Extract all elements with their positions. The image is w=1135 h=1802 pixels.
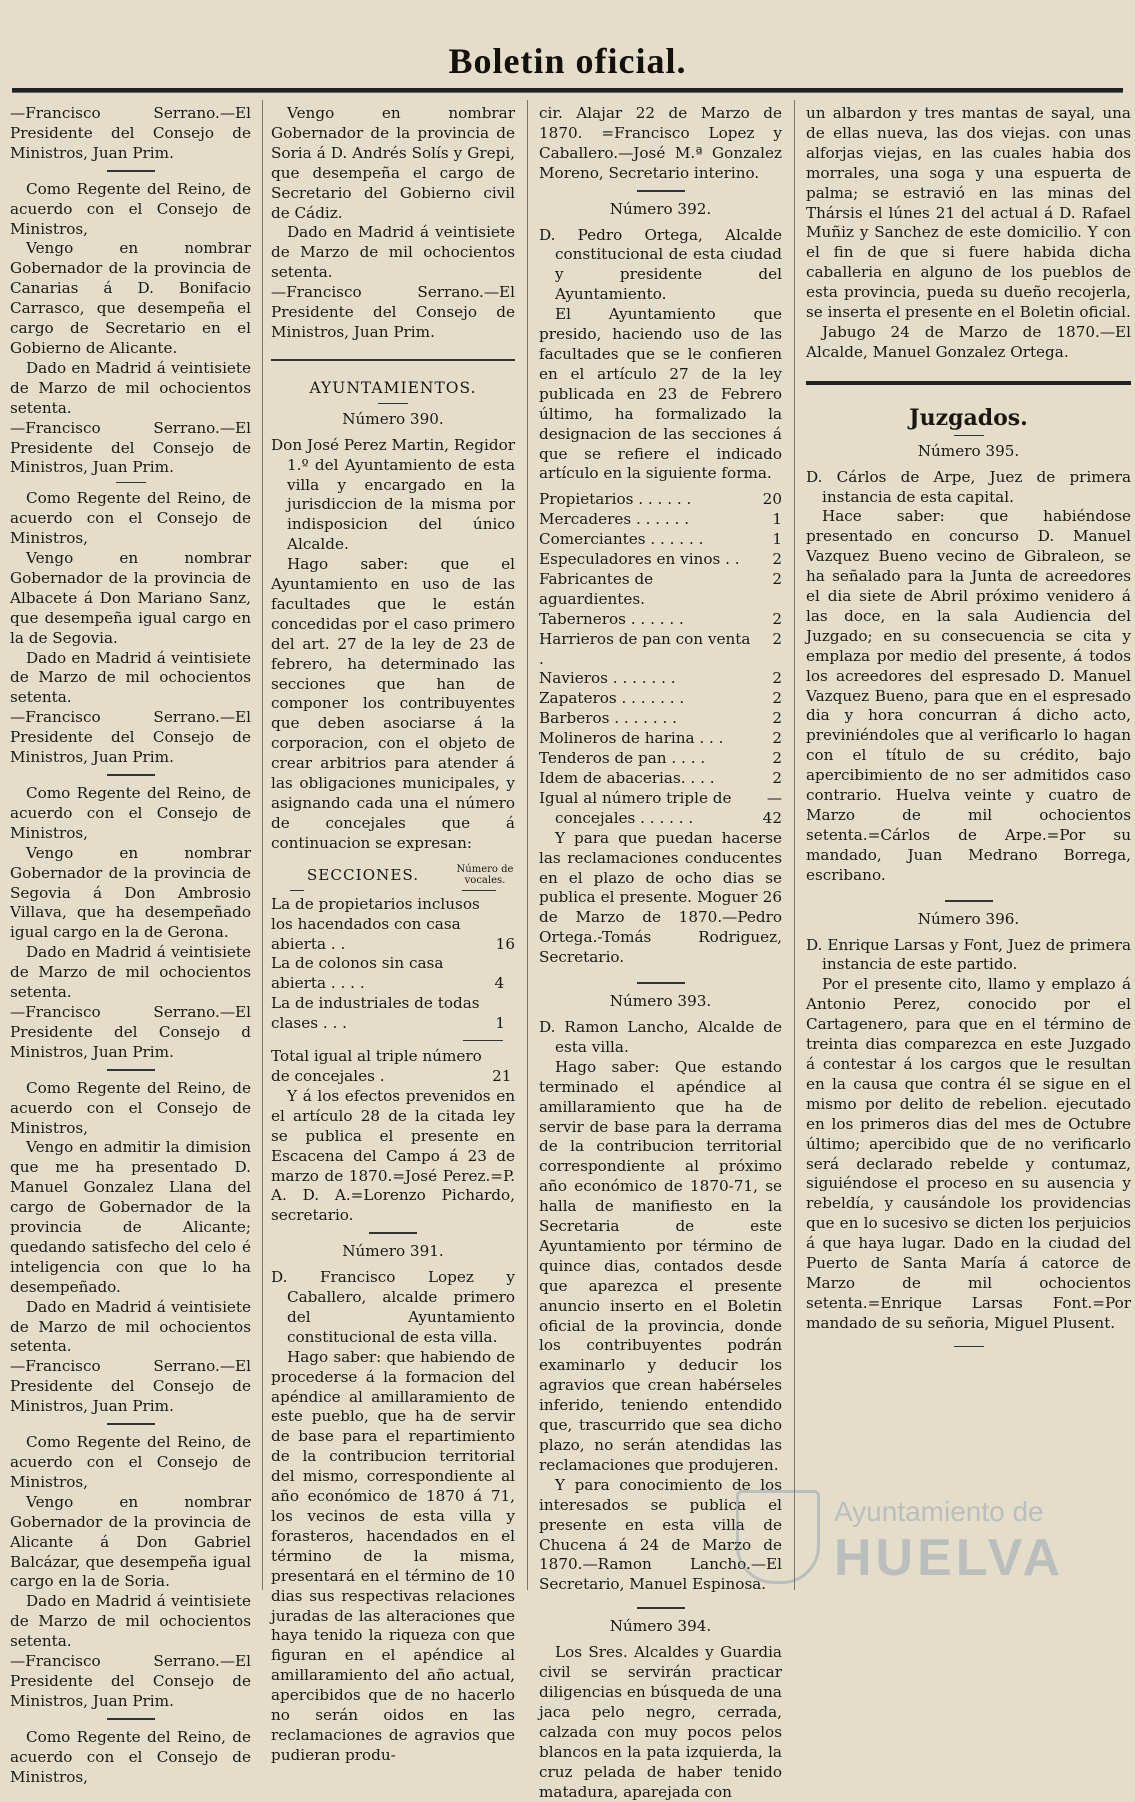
sections-table-header [271,864,515,886]
column-2 [271,104,515,1764]
decree-lead: Como Regente del Reino, de acuerdo con el Consejo de Ministros, [10,489,251,548]
separator-rule [369,1232,417,1234]
row-label: Zapateros . . . . . . . [539,689,685,708]
decree-date: Dado en Madrid á veintisiete de Marzo de mil ochocientos setenta. [10,1592,251,1651]
separator-rule [116,482,146,483]
total-dash: — [766,788,782,807]
decree-lead: Como Regente del Reino, de acuerdo con el Consejo de Ministros, [10,1727,251,1786]
table-row [539,769,782,789]
notice-body: Hago saber: que el Ayuntamiento en uso de las facultades que le están concedidas por el caso primero del art. 27 de la ley de 23 de febrero, ha determinado las secciones que han de componer los contribuyentes que deben asociarse á la corporacion, con el objeto de crear arbitrios para atender á las obligaciones municipales, y asignando cada una el número de concejales que á continuacion se expresan: [271,555,515,852]
row-value: 2 [772,550,782,569]
total-value: 21 [492,1066,512,1085]
sections-label: SECCIONES. [306,865,420,884]
table-row [539,630,782,670]
decree-signature: —Francisco Serrano.—El Presidente del Consejo de Ministros, Juan Prim. [10,1652,251,1710]
separator-rule [637,1607,685,1609]
row-value: 2 [772,669,782,688]
row-label: Taberneros . . . . . . [539,609,684,628]
row-label: Mercaderes . . . . . . [539,510,690,529]
decree-signature: —Francisco Serrano.—El Presidente del Consejo de Ministros, Juan Prim. [10,1357,251,1416]
table-row [271,994,515,1034]
row-value: 2 [772,729,782,748]
table-row [271,895,515,955]
section-value: 16 [495,934,515,953]
column-4 [806,104,1131,1584]
notice-body: El Ayuntamiento que presido, haciendo uso de las facultades que se le confieren en el artículo 27 de la ley publicada en 23 de Febrero último, ha formalizado la designacion de las secciones á que se refiere el indicado artículo en la siguiente forma. [539,305,782,483]
notice-body: Hago saber: Que estando terminado el apéndice al amillaramiento que ha de servir de base para la derrama de la contribucion territorial correspondiente al próximo año económico de 1870-71, se halla de manifiesto en la Secretaria de este Ayuntamiento por término de quince dias, contados desde que aparezca el presente anuncio inserto en el Boletin oficial de la provincia, donde los contribuyentes podrán examinarlo y deducir los agravios que crean habérseles inferido, teniendo entendido que, trascurrido que sea dicho plazo, no serán atendidas las reclamaciones que produjeren. [539,1057,782,1474]
notice-header: D. Cárlos de Arpe, Juez de primera instancia de esta capital. [806,467,1131,506]
decree-signature: —Francisco Serrano.—El Presidente del Consejo de Ministros, Juan Prim. [10,418,251,477]
total-rule [271,1040,515,1041]
decree-date: Dado en Madrid á veintisiete de Marzo de mil ochocientos setenta. [10,648,251,707]
row-value: 1 [772,510,782,529]
notice-number: Número 395. [917,441,1020,460]
notice-continuation: cir. Alajar 22 de Marzo de 1870. =Francisco Lopez y Caballero.—José M.ª Gonzalez Moreno, Secretario interino. [539,104,782,182]
decree-lead: Como Regente del Reino, de acuerdo con el Consejo de Ministros, [10,784,251,842]
total-row [539,809,782,829]
table-row [271,954,515,994]
decree-lead: Como Regente del Reino, de acuerdo con el Consejo de Ministros, [10,1433,251,1491]
row-label: Molineros de harina . . . [539,729,724,748]
total-label: Igual al número triple de [539,788,732,807]
decree-body: Vengo en nombrar Gobernador de la provincia de Canarias á D. Bonifacio Carrasco, que desempeña el cargo de Secretario en el Gobierno de Alicante. [10,239,251,357]
separator-rule [107,1718,155,1720]
column-divider [794,100,795,1590]
table-header-rule [271,890,515,891]
sections-table [271,895,515,1034]
total-label: Total igual al triple número de concejales . [271,1047,482,1085]
table-row [539,749,782,769]
decree-body: Vengo en nombrar Gobernador de la provincia de Alicante á Don Gabriel Balcázar, que desempeña igual cargo en la de Soria. [10,1492,251,1591]
section-title: Juzgados. [909,404,1028,431]
section-rule [806,381,1131,385]
column-divider [262,100,263,1590]
separator-rule [107,1423,155,1425]
section-value: 1 [495,1014,506,1033]
notice-body: Hace saber: que habiéndose presentado en concurso D. Manuel Vazquez Bueno vecino de Gibraleon, se ha señalado para la Junta de acreedores el dia siete de Abril próximo venidero á las doce, en la sala Audiencia del Juzgado; en su consecuencia se cita y emplaza por medio del presente, á todos los acreedores del espresado D. Manuel Vazquez Bueno, para que en el espresado dia y hora concurran á dicho acto, previniéndoles que al verificarlo lo hagan con el título de su crédito, bajo apercibimiento de no ser admitidos caso contrario. Huelva veinte y cuatro de Marzo de mil ochocientos setenta.=Cárlos de Arpe.=Por su mandado, Juan Medrano Borrega, escribano. [806,507,1131,884]
notice-body: Hago saber: que habiendo de procederse á la formacion del apéndice al amillaramiento de este pueblo, que ha de servir de base para el repartimiento de la contribucion territorial del mismo, correspondiente al año económico de 1870 á 71, los vecinos de esta villa y forasteros, hacendados en el término de la misma, presentará en el término de 10 dias sus respectivas relaciones juradas de las alteraciones que haya tenido la riqueza con que figuran en el apéndice al amillaramiento del año actual, apercibidos que de no hacerlo no serán oidos en las reclamaciones de agravios que pudieran produ- [271,1347,515,1764]
notice-header: D. Pedro Ortega, Alcalde constitucional de esta ciudad y presidente del Ayuntamiento. [539,225,782,304]
notice-continuation: un albardon y tres mantas de sayal, una de ellas nueva, las dos viejas. con unas alforjas viejas, en las cuales habia dos morrales, una soga y una espuerta de palma; se estravió en las minas del Thársis el lúnes 21 del actual á D. Rafael Muñiz y Sanchez de este domicilio. Y con el fin de que si fuere habida dicha caballeria en alguno de los pueblos de esta provincia, pueda su dueño recojerla, se inserta el presente en el Boletin oficial. [806,104,1131,322]
separator-rule [637,190,685,192]
decree-body: Vengo en nombrar Gobernador de la provincia de Albacete á Don Mariano Sanz, que desempeña igual cargo en la de Segovia. [10,549,251,647]
row-value: 2 [772,689,782,708]
row-label: Idem de abacerias. . . . [539,769,715,787]
row-value: 2 [772,629,782,648]
section-title: AYUNTAMIENTOS. [309,378,477,397]
table-row [539,550,782,570]
row-value: 2 [772,569,782,588]
masthead-title: Boletin oficial. [448,41,687,81]
notice-number: Número 396. [917,909,1020,928]
total-row [539,789,782,809]
section-name: La de propietarios inclusos los hacendados con casa abierta . . [271,894,480,953]
table-row [539,490,782,510]
section-value: 4 [494,974,505,993]
table-row [539,709,782,729]
table-row [539,610,782,630]
separator-rule [107,170,155,172]
decree-signature: —Francisco Serrano.—El Presidente del Consejo de Ministros, Juan Prim. [271,283,515,341]
notice-body: Los Sres. Alcaldes y Guardia civil se servirán practicar diligencias en búsqueda de una jaca pelo negro, cerrada, calzada con muy pocos pelos blancos en la pata izquierda, la cruz pelada de haber tenido matadura, aparejada con [539,1643,782,1801]
decree-signature: —Francisco Serrano.—El Presidente del Consejo d Ministros, Juan Prim. [10,1002,251,1061]
row-value: 1 [772,530,782,549]
separator-rule [637,982,685,984]
row-label: Fabricantes de aguardientes. [539,569,654,608]
shield-icon [736,1490,820,1584]
table-row [539,510,782,530]
row-label: Navieros . . . . . . . [539,669,676,688]
decree-signature: —Francisco Serrano.—El Presidente del Consejo de Ministros, Juan Prim. [10,708,251,767]
separator-rule [954,1346,984,1347]
decree-lead: Como Regente del Reino, de acuerdo con el Consejo de Ministros, [10,179,251,238]
watermark-line1: Ayuntamiento de [834,1496,1044,1527]
row-label: Especuladores en vinos . . [539,550,740,569]
row-value: 2 [772,709,782,728]
notice-closing: Y para conocimiento de los interesados se publica el presente en esta villa de Chucena á 24 de Marzo de 1870.—Ramon Lancho.—El Secretario, Manuel Espinosa. [539,1475,782,1594]
notice-header: D. Ramon Lancho, Alcalde de esta villa. [539,1017,782,1056]
vocales-label: Número de vocales. [456,863,514,886]
total-row [271,1047,515,1087]
table-row [539,570,782,610]
notice-number: Número 393. [609,992,712,1011]
column-3 [539,104,782,1801]
table-row [539,669,782,689]
total-label: concejales . . . . . . [555,808,694,827]
separator-rule [378,403,408,404]
row-label: Tenderos de pan . . . . [539,749,706,768]
decree-body: Vengo en admitir la dimision que me ha presentado D. Manuel Gonzalez Llana del cargo de Gobernador de la provincia de Alicante; quedando satisfecho del celo é inteligencia con que lo ha desempeñado. [10,1138,251,1296]
watermark-line2: HUELVA [834,1529,1065,1587]
notice-closing: Y á los efectos prevenidos en el artículo 28 de la citada ley se publica el presente en Escacena del Campo á 23 de marzo de 1870.=José Perez.=P. A. D. A.=Lorenzo Pichardo, secretario. [271,1086,515,1225]
row-value: 20 [762,490,782,509]
separator-rule [945,900,993,902]
decree-fragment: —Francisco Serrano.—El Presidente del Consejo de Ministros, Juan Prim. [10,104,251,162]
table-row [539,729,782,749]
notice-header: D. Enrique Larsas y Font, Juez de primera instancia de este partido. [806,935,1131,974]
separator-rule [107,774,155,776]
decree-date: Dado en Madrid á veintisiete de Marzo de mil ochocientos setenta. [10,1297,251,1356]
notice-header: D. Francisco Lopez y Caballero, alcalde primero del Ayuntamiento constitucional de esta villa. [271,1268,515,1346]
decree-body: Vengo en nombrar Gobernador de la provincia de Soria á D. Andrés Solís y Grepi, que desempeña el cargo de Secretario del Gobierno civil de Cádiz. [271,104,515,222]
decree-date: Dado en Madrid á veintisiete de Marzo de mil ochocientos setenta. [10,358,251,417]
row-label: Harrieros de pan con venta . [539,629,751,668]
decree-date: Dado en Madrid á veintisiete de Marzo de mil ochocientos setenta. [271,223,515,282]
decree-lead: Como Regente del Reino, de acuerdo con el Consejo de Ministros, [10,1078,251,1137]
table-row [539,689,782,709]
decree-body: Vengo en nombrar Gobernador de la provincia de Segovia á Don Ambrosio Villava, que ha desempeñado igual cargo en la de Gerona. [10,843,251,942]
column-1 [10,104,251,1786]
row-value: 2 [772,609,782,628]
masthead-rule [12,88,1123,93]
section-name: La de industriales de todas clases . . . [271,994,480,1033]
archive-watermark [730,1488,1130,1588]
row-value: 2 [772,749,782,768]
section-name: La de colonos sin casa abierta . . . . [271,954,444,993]
row-label: Comerciantes . . . . . . [539,530,704,549]
notice-number: Número 391. [342,1242,444,1261]
table-row [539,530,782,550]
sections-list [539,490,782,828]
section-rule [271,359,515,361]
total-value: 42 [762,808,782,827]
notice-body: Por el presente cito, llamo y emplazo á Antonio Perez, conocido por el Cartagenero, para que en el término de treinta dias comparezca en este Juzgado á contestar á los cargos que le resultan en la causa que contra él se sigue en el mismo por delito de rebelion. ejecutado en los primeros dias del mes de Octubre último; apercibido que de no verificarlo será declarado rebelde y contumaz, siguiéndose el proceso en su ausencia y rebeldía, y causándole los providencias que en lo sucesivo se dicten los perjuicios á que haya lugar. Dado en la ciudad del Puerto de Santa María á catorce de Marzo de mil ochocientos setenta.=Enrique Larsas Font.=Por mandado de su señoria, Miguel Plusent. [806,975,1131,1332]
notice-header: Don José Perez Martin, Regidor 1.º del Ayuntamiento de esta villa y encargado en la jurisdiccion de la misma por indisposicion del único Alcalde. [271,435,515,554]
decree-date: Dado en Madrid á veintisiete de Marzo de mil ochocientos setenta. [10,943,251,1002]
column-divider [527,100,528,1590]
notice-number: Número 390. [342,409,444,428]
notice-signature: Jabugo 24 de Marzo de 1870.—El Alcalde, Manuel Gonzalez Ortega. [806,322,1131,361]
notice-closing: Y para que puedan hacerse las reclamaciones conducentes en el plazo de ocho dias se publica el presente. Moguer 26 de Marzo de 1870.—Pedro Ortega.-Tomás Rodriguez, Secretario. [539,828,782,967]
row-label: Propietarios . . . . . . [539,490,692,509]
row-value: 2 [772,769,782,787]
notice-number: Número 394. [609,1617,712,1636]
separator-rule [107,1069,155,1071]
row-label: Barberos . . . . . . . [539,709,677,728]
notice-number: Número 392. [609,199,712,218]
separator-rule [954,435,984,436]
